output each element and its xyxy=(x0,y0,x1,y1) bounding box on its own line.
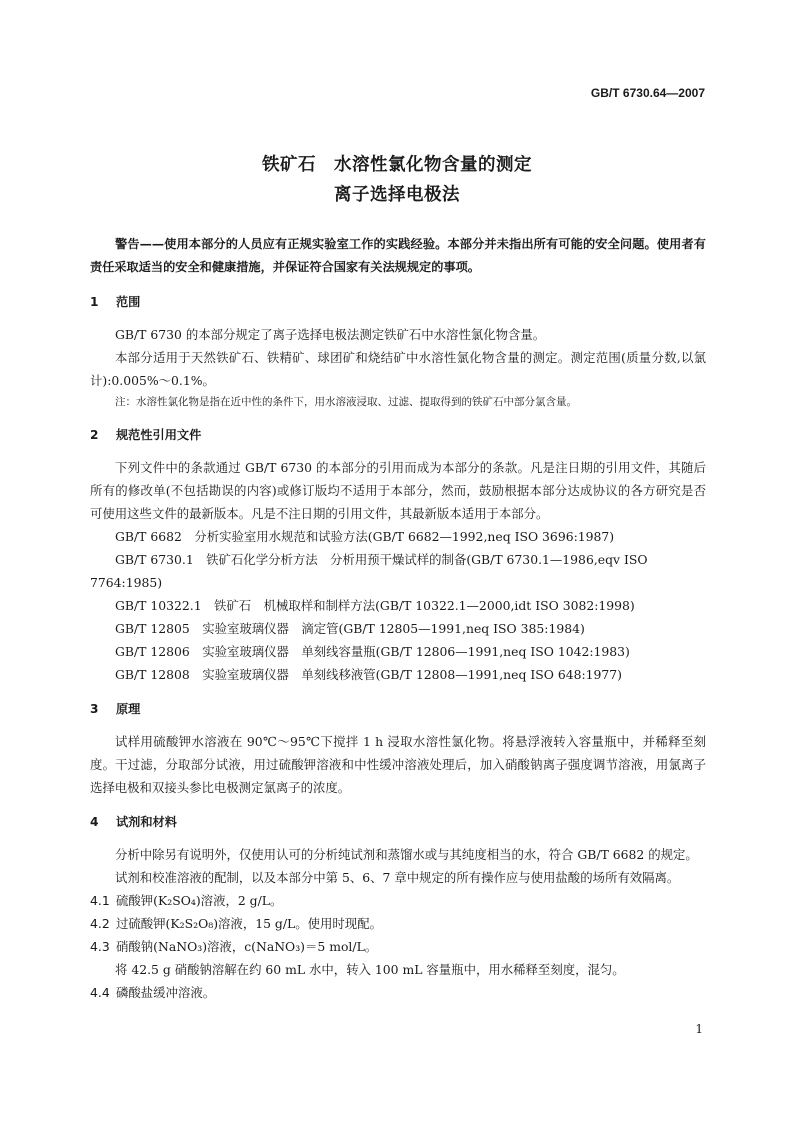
subclause-text: 过硫酸钾(K₂S₂O₈)溶液，15 g/L。使用时现配。 xyxy=(116,916,382,931)
paragraph: 试样用硫酸钾水溶液在 90℃～95℃下搅拌 1 h 浸取水溶性氯化物。将悬浮液转入容量瓶中，并稀释至刻度。干过滤，分取部分试液，用过硫酸钾溶液和中性缓冲溶液处理后，加入硝酸钠离子强度调节溶液，用氯离子选择电极和双接头参比电极测定氯离子的浓度。 xyxy=(90,734,706,795)
subclause-number: 4.4 xyxy=(90,985,110,1000)
subclause-text: 硫酸钾(K₂SO₄)溶液，2 g/L。 xyxy=(116,893,283,908)
section-heading-1 xyxy=(90,291,706,314)
reference-item: GB/T 6730.1 铁矿石化学分析方法 分析用预干燥试样的制备(GB/T 6730.1—1986,eqv ISO xyxy=(115,552,648,567)
paragraph: 将 42.5 g 硝酸钠溶解在约 60 mL 水中，转入 100 mL 容量瓶中，用水稀释至刻度，混匀。 xyxy=(115,962,625,977)
section-heading-2 xyxy=(90,424,706,447)
document-body xyxy=(90,233,706,1004)
section-title: 试剂和材料 xyxy=(116,815,177,829)
reference-item: GB/T 10322.1 铁矿石 机械取样和制样方法(GB/T 10322.1—2000,idt ISO 3082:1998) xyxy=(115,598,635,613)
warning-paragraph: 警告——使用本部分的人员应有正规实验室工作的实践经验。本部分并未指出所有可能的安全问题。使用者有责任采取适当的安全和健康措施，并保证符合国家有关法规规定的事项。 xyxy=(90,237,706,274)
paragraph: 下列文件中的条款通过 GB/T 6730 的本部分的引用而成为本部分的条款。凡是注日期的引用文件，其随后所有的修改单(不包括勘误的内容)或修订版均不适用于本部分，然而，鼓励根据本部分达成协议的各方研究是否可使用这些文件的最新版本。凡是不注日期的引用文件，其最新版本适用于本部分。 xyxy=(90,460,706,521)
section-number: 1 xyxy=(90,295,99,309)
section-heading-4 xyxy=(90,811,706,834)
reference-item: GB/T 6682 分析实验室用水规范和试验方法(GB/T 6682—1992,neq ISO 3696:1987) xyxy=(115,529,615,544)
subclause-item xyxy=(90,889,706,912)
reference-item: GB/T 12808 实验室玻璃仪器 单刻线移液管(GB/T 12808—1991,neq ISO 648:1977) xyxy=(115,667,623,682)
title-line-1: 铁矿石 水溶性氯化物含量的测定 xyxy=(262,155,532,175)
title-line-2: 离子选择电极法 xyxy=(334,185,460,205)
section-number: 3 xyxy=(90,702,99,716)
subclause-item xyxy=(90,935,706,958)
paragraph: 分析中除另有说明外，仅使用认可的分析纯试剂和蒸馏水或与其纯度相当的水，符合 GB/T 6682 的规定。 xyxy=(115,847,698,862)
paragraph: 试剂和校准溶液的配制，以及本部分中第 5、6、7 章中规定的所有操作应与使用盐酸的场所有效隔离。 xyxy=(115,870,680,885)
subclause-number: 4.1 xyxy=(90,893,110,908)
section-number: 2 xyxy=(90,428,99,442)
section-title: 规范性引用文件 xyxy=(116,428,202,442)
subclause-text: 硝酸钠(NaNO₃)溶液，c(NaNO₃)＝5 mol/L。 xyxy=(116,939,378,954)
paragraph: 本部分适用于天然铁矿石、铁精矿、球团矿和烧结矿中水溶性氯化物含量的测定。测定范围(质量分数,以氯计):0.005%～0.1%。 xyxy=(90,350,706,388)
document-title xyxy=(0,150,794,210)
reference-item-continued: 7764:1985) xyxy=(90,575,163,590)
standard-number: GB/T 6730.64—2007 xyxy=(590,86,705,100)
section-title: 原理 xyxy=(116,702,141,716)
reference-item: GB/T 12805 实验室玻璃仪器 滴定管(GB/T 12805—1991,neq ISO 385:1984) xyxy=(115,621,585,636)
note: 注：水溶性氯化物是指在近中性的条件下，用水溶液浸取、过滤、提取得到的铁矿石中部分氯含量。 xyxy=(115,396,577,408)
section-title: 范围 xyxy=(116,295,141,309)
paragraph: GB/T 6730 的本部分规定了离子选择电极法测定铁矿石中水溶性氯化物含量。 xyxy=(115,327,546,342)
subclause-number: 4.3 xyxy=(90,939,110,954)
subclause-item xyxy=(90,981,706,1004)
page-number: 1 xyxy=(695,1022,703,1036)
subclause-item xyxy=(90,912,706,935)
subclause-number: 4.2 xyxy=(90,916,110,931)
section-number: 4 xyxy=(90,815,99,829)
section-heading-3 xyxy=(90,698,706,721)
reference-item: GB/T 12806 实验室玻璃仪器 单刻线容量瓶(GB/T 12806—1991,neq ISO 1042:1983) xyxy=(115,644,630,659)
subclause-text: 磷酸盐缓冲溶液。 xyxy=(116,985,216,1000)
